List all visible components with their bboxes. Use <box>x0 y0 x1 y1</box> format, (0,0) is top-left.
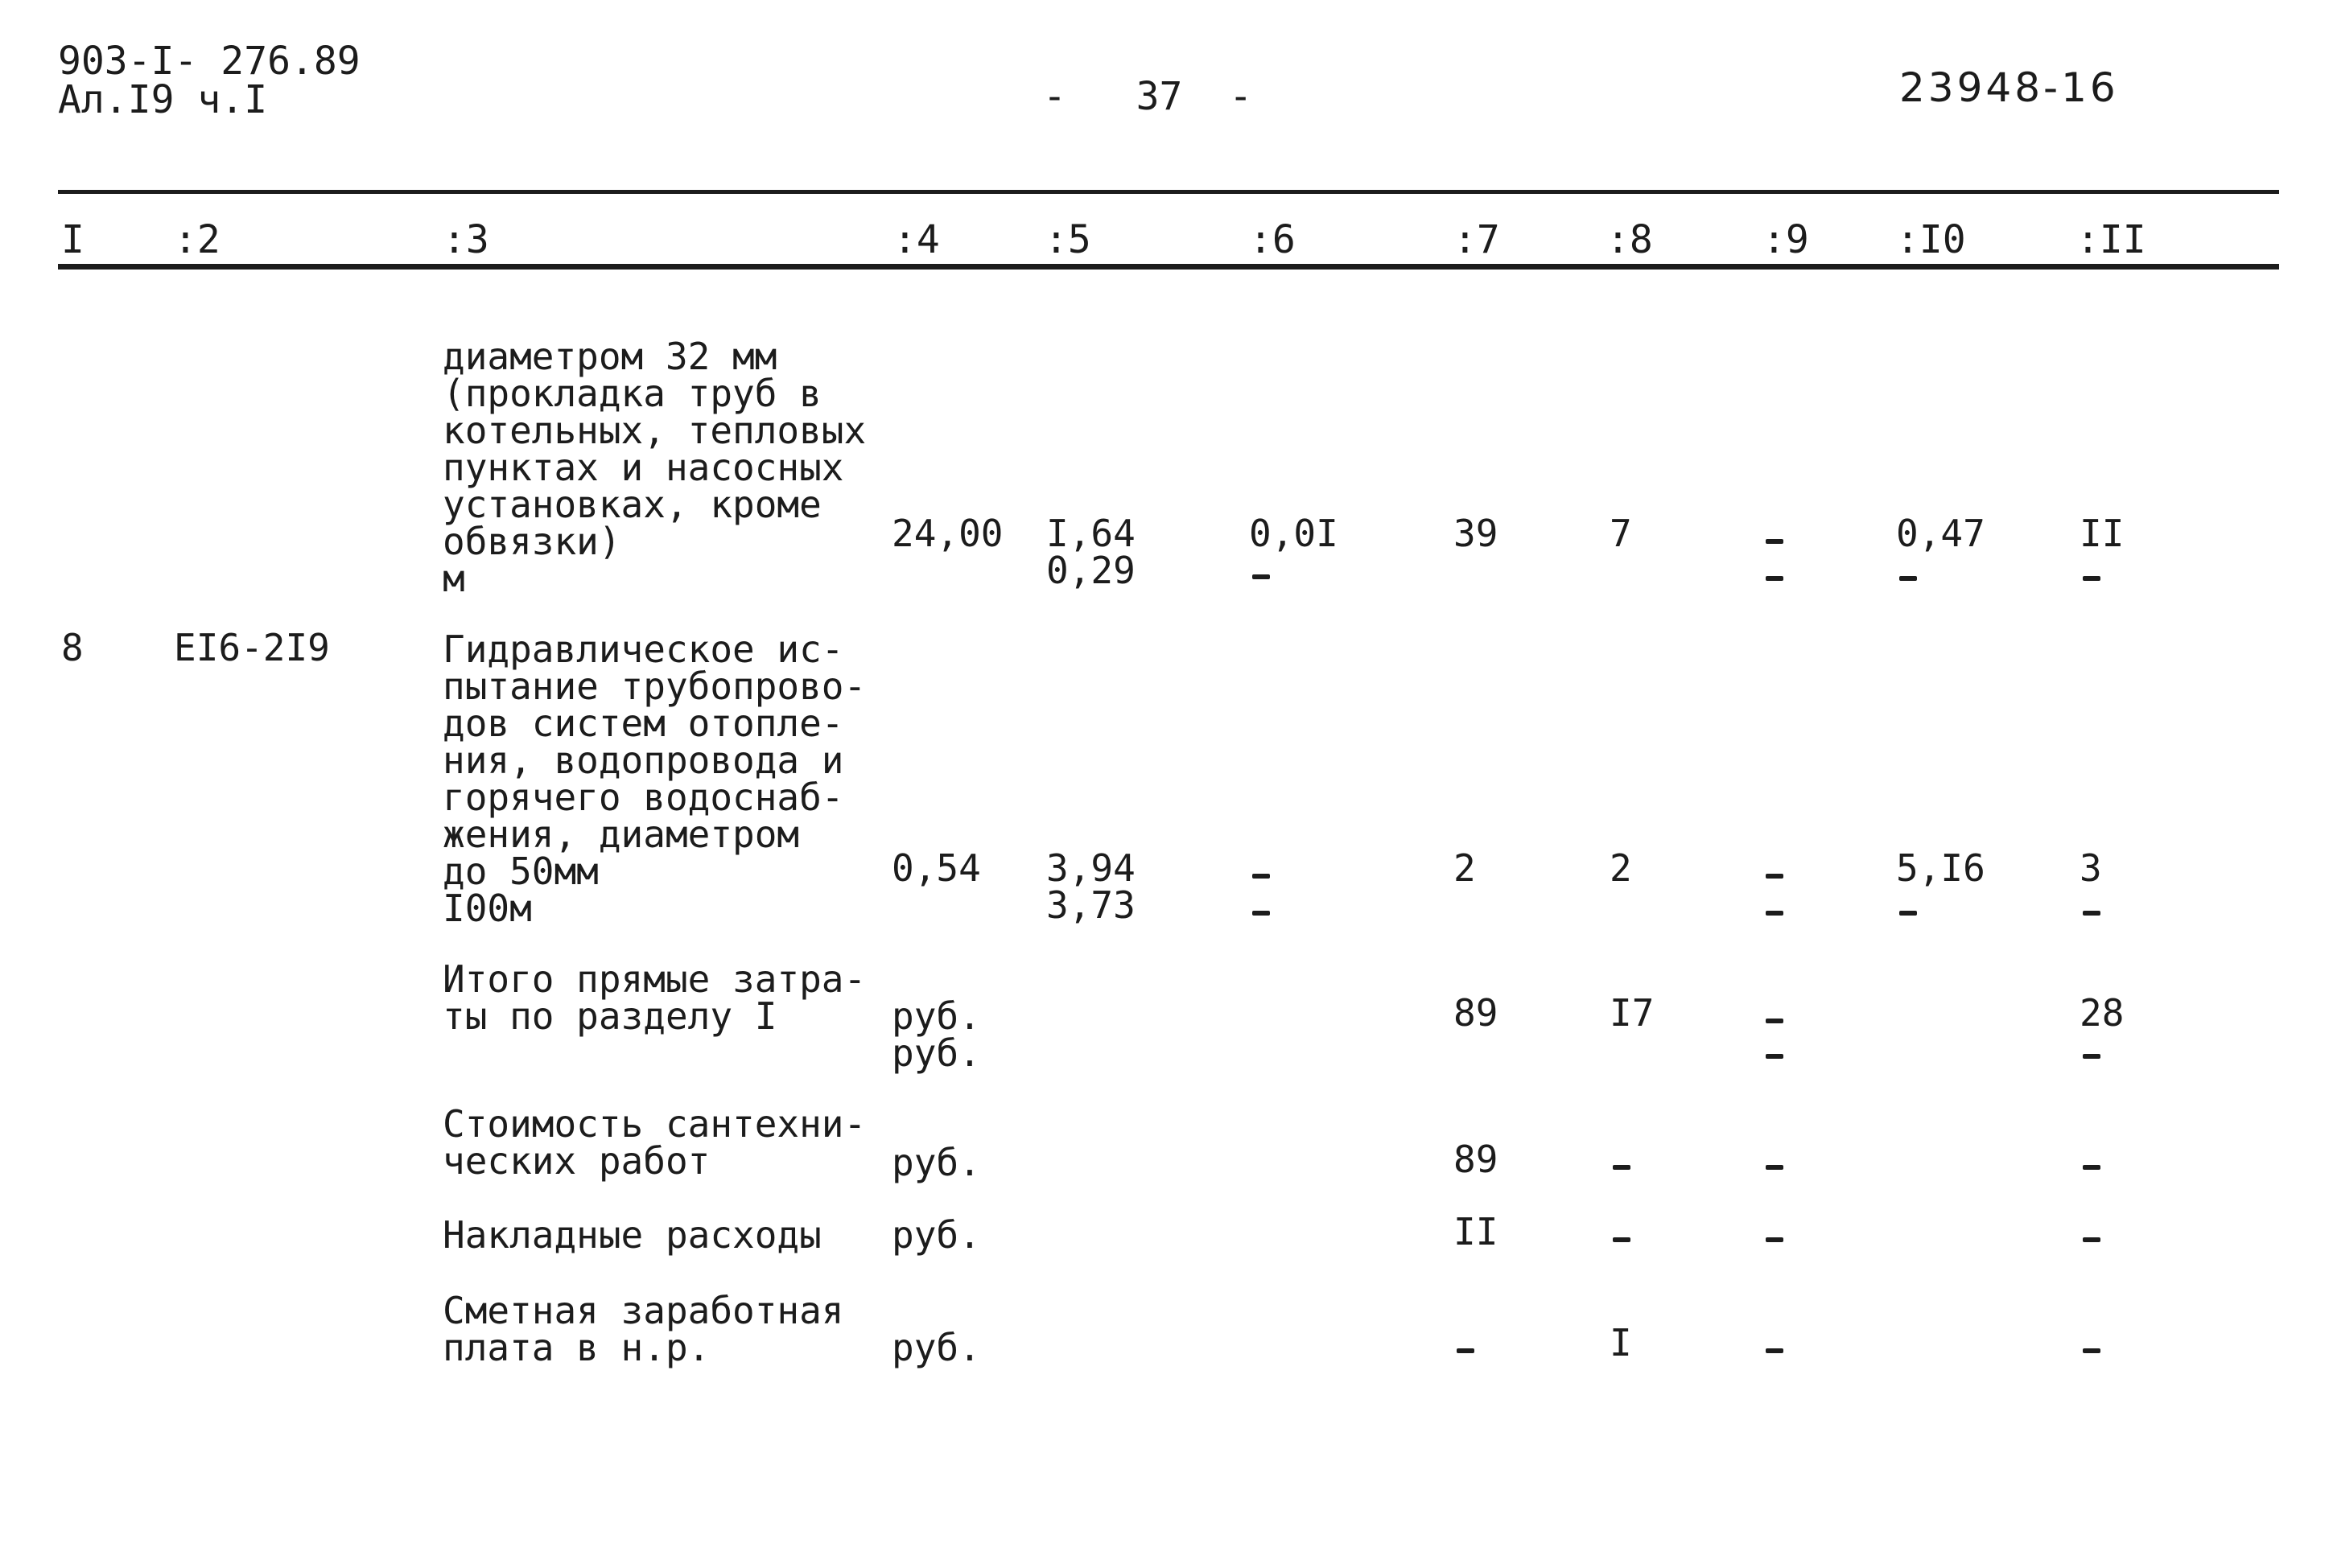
row2-col5: 3,94 3,73 <box>1046 846 1136 927</box>
row5-unit: руб. <box>892 1213 981 1257</box>
album-label: Ал.I9 ч.I <box>58 77 268 122</box>
column-header-9: :9 <box>1762 217 1809 262</box>
row5-col11-dash <box>2083 1237 2100 1242</box>
row3-col9-dash-2 <box>1766 1054 1783 1059</box>
row6-col7-dash <box>1457 1348 1474 1353</box>
row5-col9-dash <box>1766 1237 1783 1242</box>
row1-description: диаметром 32 мм (прокладка труб в котельных, тепловых пунктах и насосных установках, кроме обвязки) м <box>443 335 867 600</box>
row1-col7: 39 <box>1453 512 1498 555</box>
row4-col9-dash <box>1766 1165 1783 1170</box>
column-header-2: :2 <box>174 217 221 262</box>
row4-col11-dash <box>2083 1165 2100 1170</box>
column-header-11: :II <box>2076 217 2146 262</box>
column-header-3: :3 <box>443 217 489 262</box>
row2-col10: 5,I6 <box>1896 846 1985 890</box>
column-header-7: :7 <box>1453 217 1500 262</box>
row4-unit: руб. <box>892 1141 981 1184</box>
document-code: 903-I- 276.89 <box>58 39 361 84</box>
row4-col7: 89 <box>1453 1138 1498 1181</box>
column-header-1: I <box>61 217 85 262</box>
row2-col11-dash <box>2083 911 2100 916</box>
row1-col11-dash <box>2083 576 2100 581</box>
row2-col6-dash-2 <box>1252 911 1270 916</box>
row2-col6-dash <box>1252 874 1270 879</box>
row3-col11-dash <box>2083 1054 2100 1059</box>
row6-col9-dash <box>1766 1348 1783 1353</box>
row2-col8: 2 <box>1610 846 1632 890</box>
row3-unit: руб. руб. <box>892 994 981 1075</box>
row6-col8: I <box>1610 1321 1632 1364</box>
row3-description: Итого прямые затра- ты по разделу I <box>443 957 867 1038</box>
row2-quantity: 0,54 <box>892 846 981 890</box>
row3-col9-dash <box>1766 1019 1783 1023</box>
column-header-10: :I0 <box>1896 217 1966 262</box>
row5-description: Накладные расходы <box>443 1213 822 1257</box>
row1-quantity: 24,00 <box>892 512 1004 555</box>
row1-col8: 7 <box>1610 512 1632 555</box>
row2-number: 8 <box>61 626 84 669</box>
column-header-4: :4 <box>893 217 940 262</box>
row4-description: Стоимость сантехни- ческих работ <box>443 1102 867 1183</box>
row1-col9-dash <box>1766 539 1783 544</box>
row1-col5: I,64 0,29 <box>1046 512 1136 592</box>
row1-col9-dash-2 <box>1766 576 1783 581</box>
row2-col10-dash <box>1899 911 1917 916</box>
row2-col9-dash <box>1766 874 1783 879</box>
row2-col7: 2 <box>1453 846 1476 890</box>
column-header-5: :5 <box>1045 217 1091 262</box>
archive-stamp: 23948-16 <box>1899 64 2119 111</box>
top-rule <box>58 190 2279 194</box>
row5-col8-dash <box>1613 1237 1630 1242</box>
column-header-6: :6 <box>1249 217 1296 262</box>
row6-col11-dash <box>2083 1348 2100 1353</box>
row1-col10-dash <box>1899 576 1917 581</box>
row1-col6: 0,0I <box>1249 512 1338 555</box>
row2-col9-dash-2 <box>1766 911 1783 916</box>
row3-col7: 89 <box>1453 991 1498 1035</box>
row1-col11: II <box>2080 512 2125 555</box>
column-header-8: :8 <box>1606 217 1653 262</box>
page-number: - 37 - <box>1043 74 1253 119</box>
row2-code: EI6-2I9 <box>174 626 330 669</box>
row6-description: Сметная заработная плата в н.р. <box>443 1289 844 1369</box>
row3-col8: I7 <box>1610 991 1655 1035</box>
row4-col8-dash <box>1613 1165 1630 1170</box>
row3-col11: 28 <box>2080 991 2125 1035</box>
row6-unit: руб. <box>892 1326 981 1369</box>
row1-col10: 0,47 <box>1896 512 1985 555</box>
header-underline <box>58 264 2279 270</box>
row1-col6-dash <box>1252 574 1270 579</box>
row5-col7: II <box>1453 1210 1498 1253</box>
row2-col11: 3 <box>2080 846 2102 890</box>
row2-description: Гидравлическое ис- пытание трубопрово- дов систем отопле- ния, водопровода и горячего водоснаб- жения, диаметром до 50мм I00м <box>443 628 867 930</box>
